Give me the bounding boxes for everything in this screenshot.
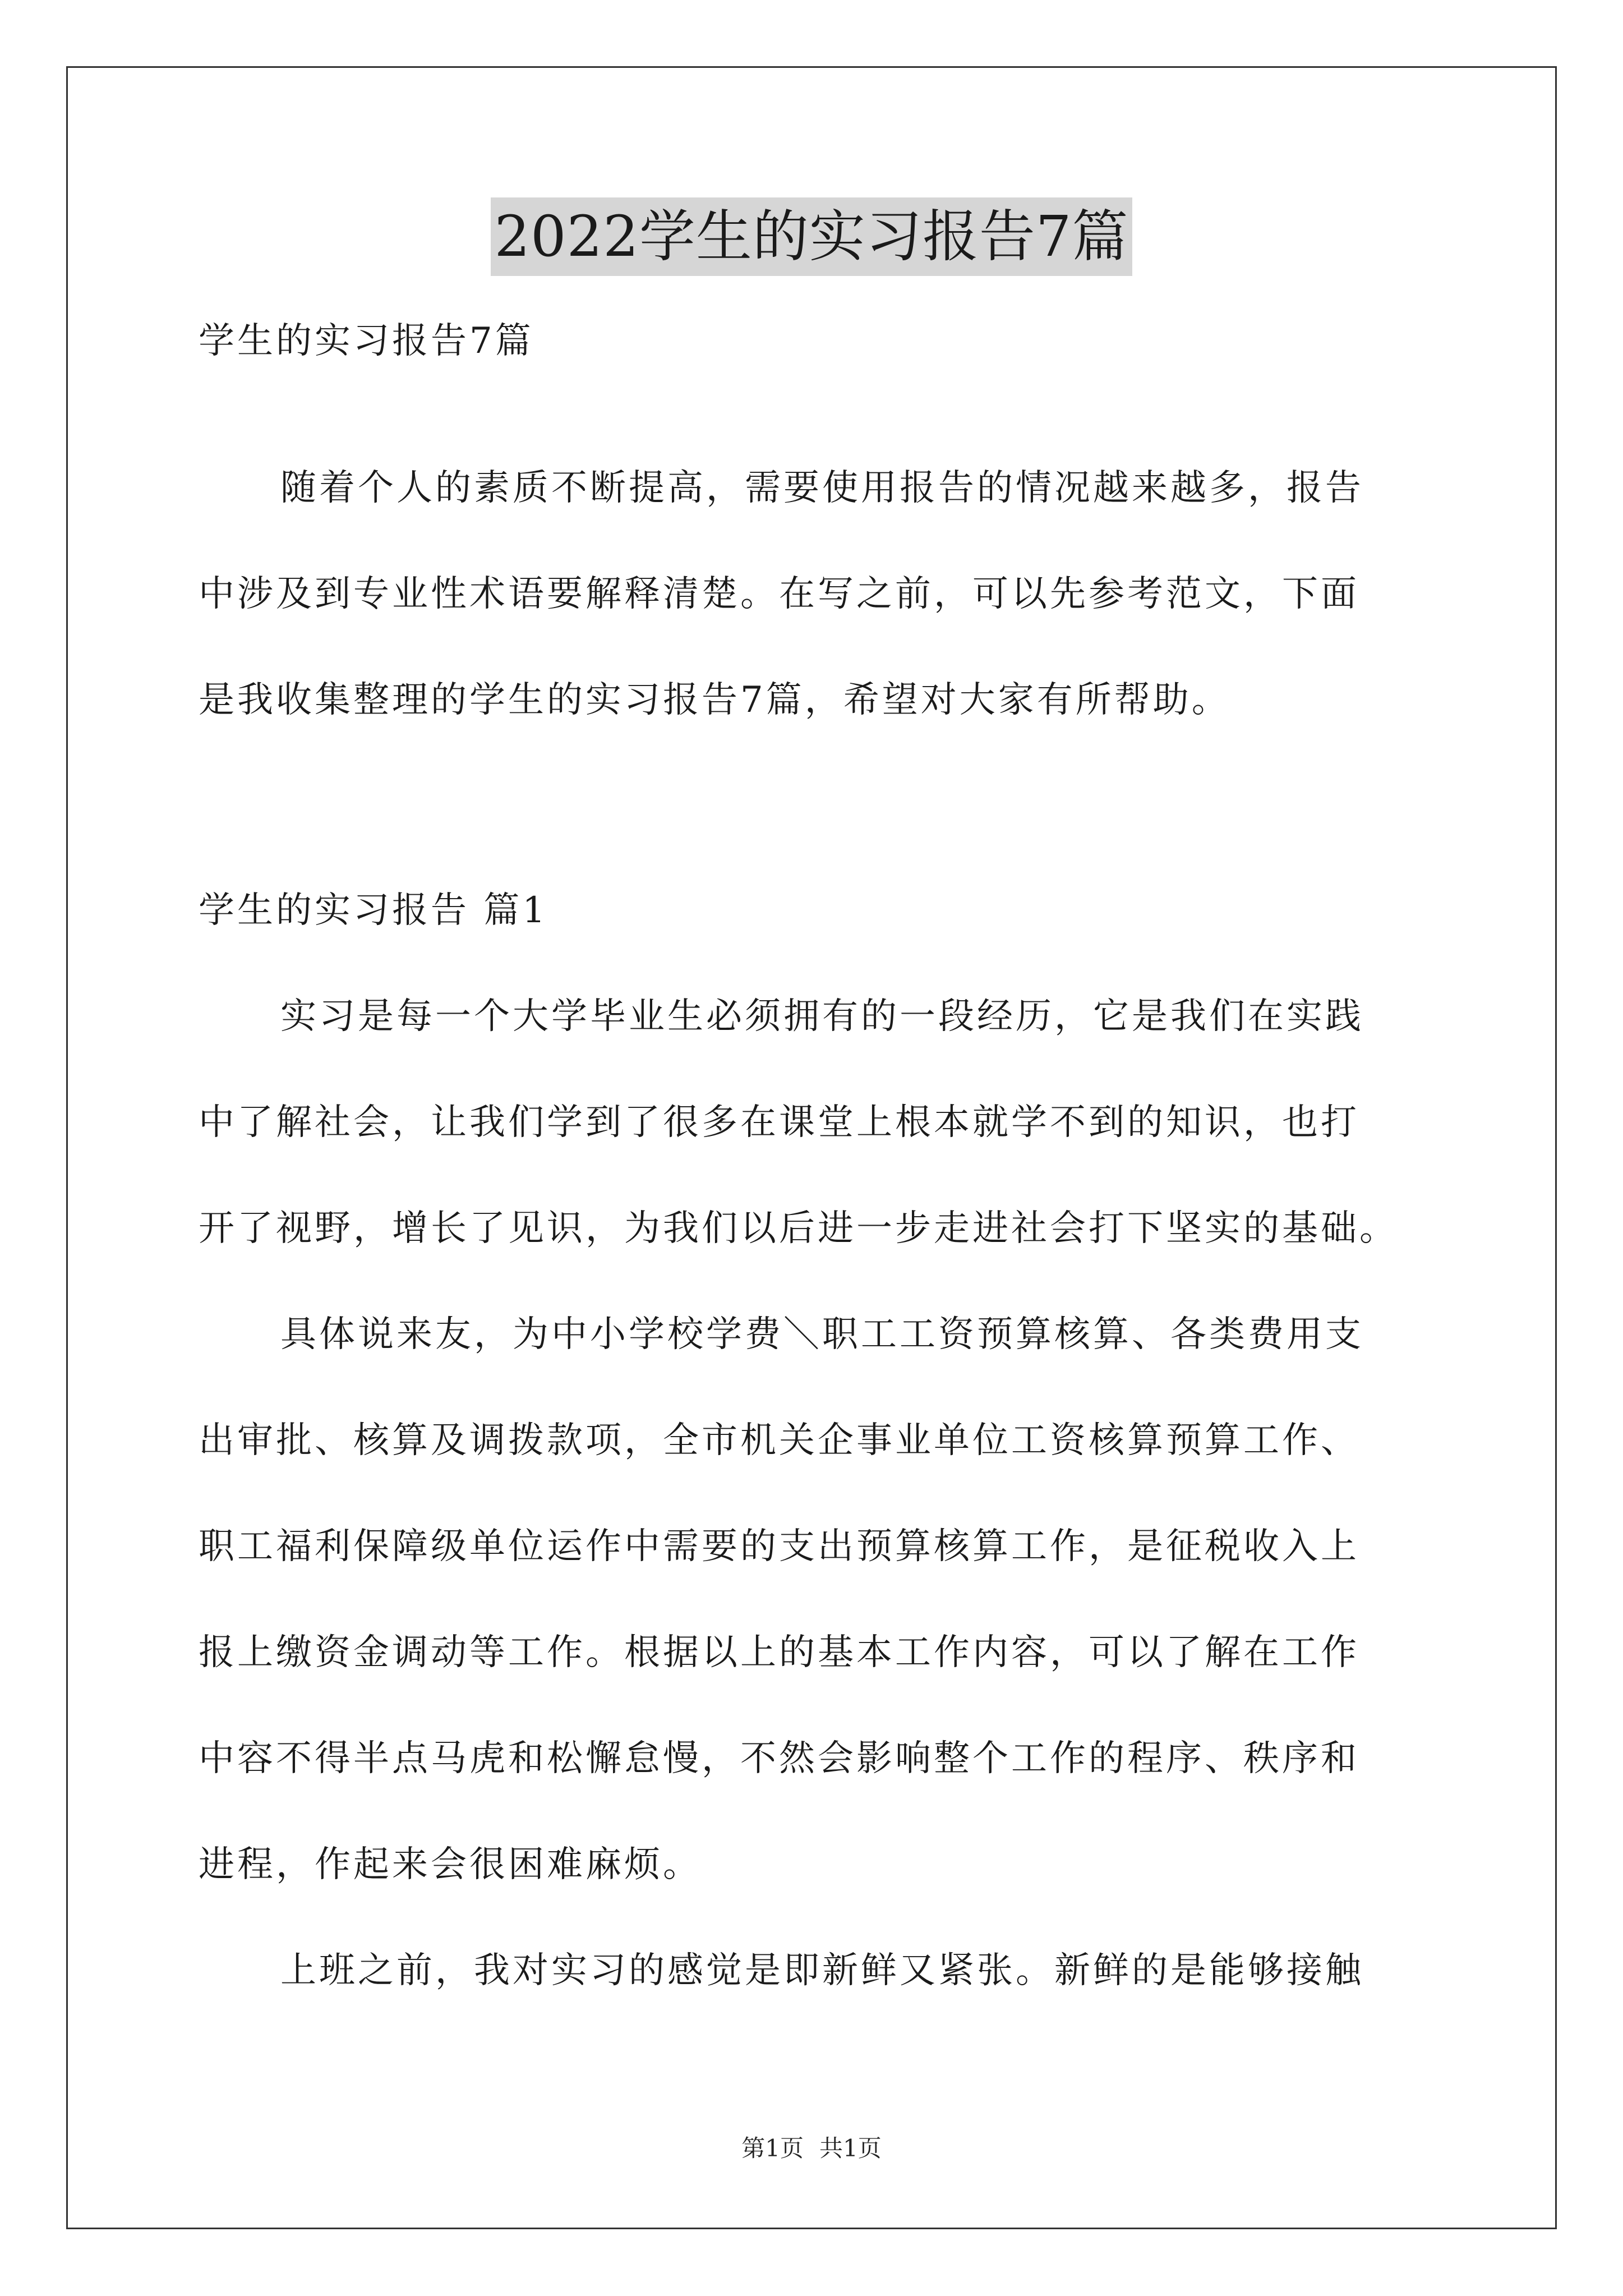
page-number: 第1页 [741,2134,804,2162]
document-subtitle: 学生的实习报告7篇 [199,320,534,362]
body-line: 上班之前，我对实习的感觉是即新鲜又紧张。新鲜的是能够接触 [280,1950,1364,1991]
page-total: 共1页 [819,2134,882,2162]
section-heading: 学生的实习报告 篇1 [199,890,548,931]
intro-line: 是我收集整理的学生的实习报告7篇，希望对大家有所帮助。 [199,679,1230,721]
page-footer [0,2132,1623,2165]
body-line: 具体说来友，为中小学校学费＼职工工资预算核算、各类费用支 [280,1314,1364,1355]
body-line: 进程，作起来会很困难麻烦。 [199,1844,702,1885]
body-line: 职工福利保障级单位运作中需要的支出预算核算工作，是征税收入上 [199,1526,1359,1567]
title-container [0,197,1623,276]
body-line: 报上缴资金调动等工作。根据以上的基本工作内容，可以了解在工作 [199,1632,1359,1673]
document-title: 2022学生的实习报告7篇 [491,197,1132,276]
body-line: 实习是每一个大学毕业生必须拥有的一段经历，它是我们在实践 [280,996,1364,1037]
body-line: 中容不得半点马虎和松懈怠慢，不然会影响整个工作的程序、秩序和 [199,1738,1359,1779]
intro-line: 中涉及到专业性术语要解释清楚。在写之前，可以先参考范文，下面 [199,573,1359,615]
body-line: 中了解社会，让我们学到了很多在课堂上根本就学不到的知识，也打 [199,1102,1359,1143]
page-border [66,66,1557,2229]
intro-line: 随着个人的素质不断提高，需要使用报告的情况越来越多，报告 [280,467,1364,509]
body-line: 出审批、核算及调拨款项，全市机关企事业单位工资核算预算工作、 [199,1420,1359,1461]
body-line: 开了视野，增长了见识，为我们以后进一步走进社会打下坚实的基础。 [199,1208,1398,1249]
